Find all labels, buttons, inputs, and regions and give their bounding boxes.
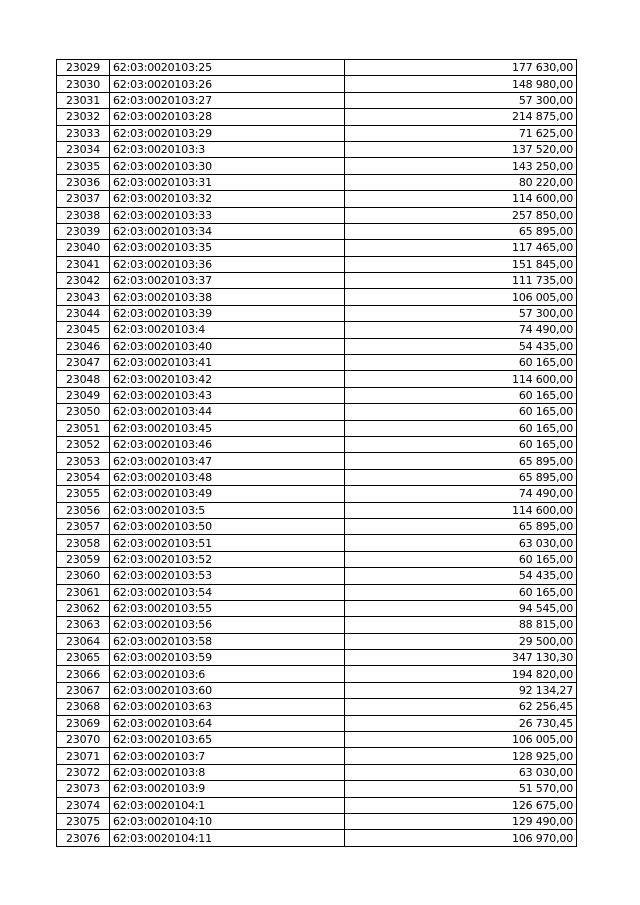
row-number-cell: 23032 [57,109,110,125]
table-row [57,551,577,567]
table-row [57,502,577,518]
cadastral-number-cell: 62:03:0020103:43 [110,387,345,403]
table-row [57,240,577,256]
row-number-cell: 23063 [57,617,110,633]
row-number-cell: 23070 [57,732,110,748]
cadastral-number-cell: 62:03:0020103:34 [110,223,345,239]
cadastral-number-cell: 62:03:0020103:25 [110,60,345,76]
table-row [57,797,577,813]
table-row [57,699,577,715]
table-row [57,486,577,502]
row-number-cell: 23064 [57,633,110,649]
value-cell: 65 895,00 [345,223,577,239]
table-body [57,60,577,847]
row-number-cell: 23040 [57,240,110,256]
table-row [57,600,577,616]
cadastral-number-cell: 62:03:0020103:40 [110,338,345,354]
row-number-cell: 23071 [57,748,110,764]
row-number-cell: 23035 [57,158,110,174]
value-cell: 143 250,00 [345,158,577,174]
table-row [57,76,577,92]
table-row [57,305,577,321]
table-row [57,436,577,452]
table-row [57,764,577,780]
row-number-cell: 23061 [57,584,110,600]
value-cell: 92 134,27 [345,682,577,698]
row-number-cell: 23029 [57,60,110,76]
row-number-cell: 23031 [57,92,110,108]
table-row [57,371,577,387]
table-row [57,256,577,272]
table-row [57,338,577,354]
value-cell: 257 850,00 [345,207,577,223]
value-cell: 57 300,00 [345,92,577,108]
cadastral-number-cell: 62:03:0020103:7 [110,748,345,764]
cadastral-number-cell: 62:03:0020103:32 [110,191,345,207]
cadastral-number-cell: 62:03:0020103:42 [110,371,345,387]
row-number-cell: 23045 [57,322,110,338]
cadastral-number-cell: 62:03:0020103:64 [110,715,345,731]
row-number-cell: 23036 [57,174,110,190]
row-number-cell: 23055 [57,486,110,502]
cadastral-number-cell: 62:03:0020103:30 [110,158,345,174]
cadastral-number-cell: 62:03:0020103:51 [110,535,345,551]
table-row [57,666,577,682]
value-cell: 126 675,00 [345,797,577,813]
table-row [57,109,577,125]
cadastral-number-cell: 62:03:0020103:8 [110,764,345,780]
row-number-cell: 23074 [57,797,110,813]
table-row [57,584,577,600]
table-row [57,174,577,190]
cadastral-number-cell: 62:03:0020103:59 [110,650,345,666]
data-table [56,59,577,847]
cadastral-number-cell: 62:03:0020103:6 [110,666,345,682]
table-row [57,322,577,338]
row-number-cell: 23069 [57,715,110,731]
cadastral-number-cell: 62:03:0020103:52 [110,551,345,567]
cadastral-number-cell: 62:03:0020103:26 [110,76,345,92]
table-row [57,158,577,174]
table-row [57,682,577,698]
value-cell: 177 630,00 [345,60,577,76]
cadastral-number-cell: 62:03:0020103:54 [110,584,345,600]
row-number-cell: 23034 [57,141,110,157]
row-number-cell: 23057 [57,518,110,534]
row-number-cell: 23058 [57,535,110,551]
table-row [57,781,577,797]
cadastral-number-cell: 62:03:0020103:49 [110,486,345,502]
value-cell: 194 820,00 [345,666,577,682]
row-number-cell: 23052 [57,436,110,452]
table-row [57,732,577,748]
table-row [57,830,577,846]
value-cell: 60 165,00 [345,387,577,403]
row-number-cell: 23065 [57,650,110,666]
cadastral-number-cell: 62:03:0020103:36 [110,256,345,272]
value-cell: 88 815,00 [345,617,577,633]
value-cell: 214 875,00 [345,109,577,125]
value-cell: 74 490,00 [345,322,577,338]
row-number-cell: 23053 [57,453,110,469]
value-cell: 151 845,00 [345,256,577,272]
cadastral-number-cell: 62:03:0020103:38 [110,289,345,305]
row-number-cell: 23038 [57,207,110,223]
table-row [57,207,577,223]
value-cell: 111 735,00 [345,273,577,289]
table-row [57,404,577,420]
value-cell: 54 435,00 [345,338,577,354]
value-cell: 57 300,00 [345,305,577,321]
table-row [57,650,577,666]
cadastral-number-cell: 62:03:0020103:53 [110,568,345,584]
value-cell: 137 520,00 [345,141,577,157]
table-row [57,715,577,731]
value-cell: 71 625,00 [345,125,577,141]
row-number-cell: 23037 [57,191,110,207]
row-number-cell: 23039 [57,223,110,239]
cadastral-number-cell: 62:03:0020103:9 [110,781,345,797]
cadastral-number-cell: 62:03:0020103:4 [110,322,345,338]
cadastral-number-cell: 62:03:0020103:58 [110,633,345,649]
table-row [57,191,577,207]
cadastral-number-cell: 62:03:0020103:44 [110,404,345,420]
row-number-cell: 23049 [57,387,110,403]
cadastral-number-cell: 62:03:0020104:10 [110,813,345,829]
table-row [57,141,577,157]
value-cell: 65 895,00 [345,469,577,485]
table-row [57,125,577,141]
table-row [57,355,577,371]
cadastral-number-cell: 62:03:0020103:56 [110,617,345,633]
row-number-cell: 23043 [57,289,110,305]
value-cell: 60 165,00 [345,404,577,420]
table-row [57,568,577,584]
value-cell: 60 165,00 [345,584,577,600]
cadastral-number-cell: 62:03:0020103:41 [110,355,345,371]
table-row [57,813,577,829]
row-number-cell: 23072 [57,764,110,780]
cadastral-number-cell: 62:03:0020103:45 [110,420,345,436]
table-row [57,535,577,551]
value-cell: 65 895,00 [345,518,577,534]
table-row [57,273,577,289]
row-number-cell: 23033 [57,125,110,141]
cadastral-number-cell: 62:03:0020104:1 [110,797,345,813]
value-cell: 129 490,00 [345,813,577,829]
value-cell: 106 005,00 [345,289,577,305]
row-number-cell: 23030 [57,76,110,92]
cadastral-number-cell: 62:03:0020103:63 [110,699,345,715]
cadastral-number-cell: 62:03:0020103:47 [110,453,345,469]
table-row [57,617,577,633]
value-cell: 63 030,00 [345,764,577,780]
cadastral-number-cell: 62:03:0020103:39 [110,305,345,321]
table-row [57,469,577,485]
value-cell: 63 030,00 [345,535,577,551]
value-cell: 106 005,00 [345,732,577,748]
value-cell: 114 600,00 [345,191,577,207]
value-cell: 29 500,00 [345,633,577,649]
row-number-cell: 23051 [57,420,110,436]
cadastral-number-cell: 62:03:0020104:11 [110,830,345,846]
cadastral-number-cell: 62:03:0020103:5 [110,502,345,518]
table-row [57,518,577,534]
row-number-cell: 23068 [57,699,110,715]
cadastral-number-cell: 62:03:0020103:65 [110,732,345,748]
value-cell: 51 570,00 [345,781,577,797]
value-cell: 347 130,30 [345,650,577,666]
value-cell: 106 970,00 [345,830,577,846]
row-number-cell: 23047 [57,355,110,371]
table-row [57,420,577,436]
cadastral-number-cell: 62:03:0020103:35 [110,240,345,256]
cadastral-number-cell: 62:03:0020103:3 [110,141,345,157]
value-cell: 114 600,00 [345,502,577,518]
row-number-cell: 23054 [57,469,110,485]
cadastral-number-cell: 62:03:0020103:50 [110,518,345,534]
table-row [57,223,577,239]
cadastral-number-cell: 62:03:0020103:29 [110,125,345,141]
cadastral-number-cell: 62:03:0020103:55 [110,600,345,616]
row-number-cell: 23041 [57,256,110,272]
row-number-cell: 23075 [57,813,110,829]
cadastral-number-cell: 62:03:0020103:60 [110,682,345,698]
table-row [57,92,577,108]
value-cell: 94 545,00 [345,600,577,616]
row-number-cell: 23067 [57,682,110,698]
table-row [57,748,577,764]
row-number-cell: 23044 [57,305,110,321]
row-number-cell: 23060 [57,568,110,584]
row-number-cell: 23076 [57,830,110,846]
value-cell: 128 925,00 [345,748,577,764]
cadastral-number-cell: 62:03:0020103:33 [110,207,345,223]
value-cell: 114 600,00 [345,371,577,387]
table-row [57,387,577,403]
row-number-cell: 23048 [57,371,110,387]
cadastral-number-cell: 62:03:0020103:37 [110,273,345,289]
value-cell: 117 465,00 [345,240,577,256]
row-number-cell: 23042 [57,273,110,289]
cadastral-number-cell: 62:03:0020103:31 [110,174,345,190]
row-number-cell: 23056 [57,502,110,518]
row-number-cell: 23073 [57,781,110,797]
table-row [57,289,577,305]
table-row [57,453,577,469]
value-cell: 80 220,00 [345,174,577,190]
value-cell: 54 435,00 [345,568,577,584]
cadastral-number-cell: 62:03:0020103:46 [110,436,345,452]
value-cell: 148 980,00 [345,76,577,92]
row-number-cell: 23050 [57,404,110,420]
cadastral-number-cell: 62:03:0020103:48 [110,469,345,485]
row-number-cell: 23046 [57,338,110,354]
row-number-cell: 23059 [57,551,110,567]
table-row [57,60,577,76]
row-number-cell: 23062 [57,600,110,616]
value-cell: 26 730,45 [345,715,577,731]
value-cell: 60 165,00 [345,436,577,452]
value-cell: 60 165,00 [345,551,577,567]
value-cell: 62 256,45 [345,699,577,715]
cadastral-number-cell: 62:03:0020103:27 [110,92,345,108]
value-cell: 60 165,00 [345,420,577,436]
cadastral-number-cell: 62:03:0020103:28 [110,109,345,125]
value-cell: 65 895,00 [345,453,577,469]
value-cell: 60 165,00 [345,355,577,371]
row-number-cell: 23066 [57,666,110,682]
table-row [57,633,577,649]
value-cell: 74 490,00 [345,486,577,502]
